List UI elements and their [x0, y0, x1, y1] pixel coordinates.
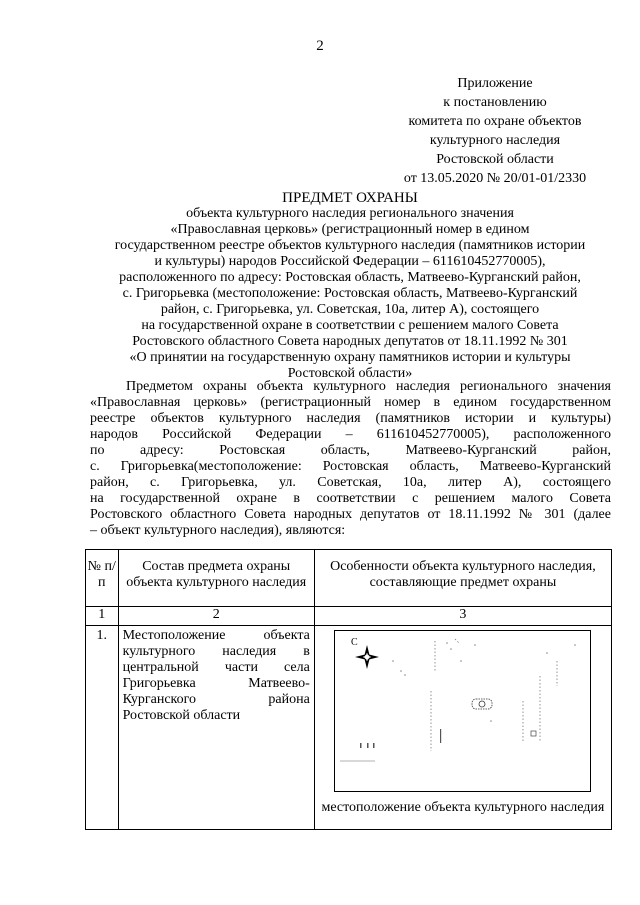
intro-line: реестре объектов культурного наследия (памятников истории и культуры) [90, 411, 611, 426]
appendix-line: Ростовской области [436, 152, 554, 167]
header-cell-composition [118, 550, 314, 607]
appendix-block [390, 74, 600, 188]
intro-line: с. Григорьевка(местоположение: Ростовская область, Матвеево-Курганский [90, 459, 611, 474]
intro-line: – объект культурного наследия), являются: [90, 523, 346, 538]
map-building-icon [531, 731, 536, 736]
map-roads [431, 639, 557, 751]
church-marker-icon [472, 699, 492, 709]
subject-title-line: расположенного по адресу: Ростовская область, Матвеево-Курганский район, [119, 270, 581, 285]
header-cell-num [86, 550, 119, 607]
composition-line: центральной части села [122, 660, 310, 675]
intro-line: Ростовского областного Совета народных депутатов от 18.11.1992 № 301 (далее [90, 507, 611, 522]
subject-title-line: государственном реестре объектов культурного наследия (памятников истории [114, 238, 586, 253]
table-row [86, 626, 612, 830]
column-number: 1 [86, 607, 119, 626]
column-number: 2 [118, 607, 314, 626]
appendix-line: к постановлению [443, 95, 547, 110]
subject-title-line: Ростовского областного Совета народных депутатов от 18.11.1992 № 301 [132, 334, 568, 349]
appendix-line: комитета по охране объектов [408, 114, 582, 129]
subject-title-line: Ростовской области» [287, 366, 413, 381]
subject-heading: ПРЕДМЕТ ОХРАНЫ [282, 190, 418, 206]
intro-line: народов Российской Федерации – 611610452770005), расположенного [90, 427, 611, 442]
location-map [334, 630, 591, 792]
composition-line: Местоположение объекта [122, 628, 310, 643]
row-composition-cell [118, 626, 314, 830]
intro-line: по адресу: Ростовская область, Матвеево-Курганский район, [90, 443, 611, 458]
composition-line: Ростовской области [122, 708, 241, 723]
appendix-line: от 13.05.2020 № 20/01-01/2330 [403, 171, 587, 186]
map-dots [393, 642, 577, 722]
column-number: 3 [314, 607, 611, 626]
appendix-line: Приложение [457, 76, 533, 91]
location-map-drawing [335, 631, 590, 791]
subject-title-line: с. Григорьевка (местоположение: Ростовская область, Матвеево-Курганский [122, 286, 578, 301]
intro-line: Предметом охраны объекта культурного наследия регионального значения [126, 379, 611, 394]
header-cell-features [314, 550, 611, 607]
composition-line: Григорьевка Матвеево- [122, 676, 310, 691]
header-features-label: Особенности объекта культурного наследия, составляющие предмет охраны [330, 559, 596, 590]
row-features-cell [314, 626, 611, 830]
column-number-row [86, 607, 612, 626]
subject-table [85, 549, 612, 830]
intro-line: район, с. Григорьевка, ул. Советская, 10а, литер А), состоящего [90, 475, 611, 490]
north-arrow-icon [355, 645, 379, 669]
intro-line: на государственной охране в соответствии с решением малого Совета [90, 491, 611, 506]
composition-line: культурного наследия в [122, 644, 310, 659]
header-composition-label: Состав предмета охраны объекта культурного наследия [126, 559, 307, 590]
row-num-cell [86, 626, 119, 830]
subject-title-line: и культуры) народов Российской Федерации – 611610452770005), [154, 254, 546, 269]
row-num: 1. [96, 628, 108, 643]
map-small-marks [360, 729, 441, 748]
subject-title-line: «О принятии на государственную охрану памятников истории и культуры [129, 350, 571, 365]
subject-title-line: «Православная церковь» (регистрационный номер в едином [170, 222, 530, 237]
subject-title-line: объекта культурного наследия регионального значения [186, 206, 514, 221]
map-caption: местоположение объекта культурного наследия [321, 800, 605, 815]
composition-line: Курганского района [122, 692, 310, 707]
intro-paragraph [90, 379, 611, 539]
map-north-label: С [351, 637, 359, 648]
intro-line: «Православная церковь» (регистрационный номер в едином государственном [90, 395, 611, 410]
appendix-line: культурного наследия [429, 133, 561, 148]
subject-title-block [85, 190, 615, 382]
subject-title-line: на государственной охране в соответствии с решением малого Совета [141, 318, 559, 333]
subject-title-line: район, с. Григорьевка, ул. Советская, 10а, литер А), состоящего [160, 302, 540, 317]
header-num-label: № п/п [87, 559, 116, 590]
page-number: 2 [316, 38, 324, 54]
table-header-row [86, 550, 612, 607]
